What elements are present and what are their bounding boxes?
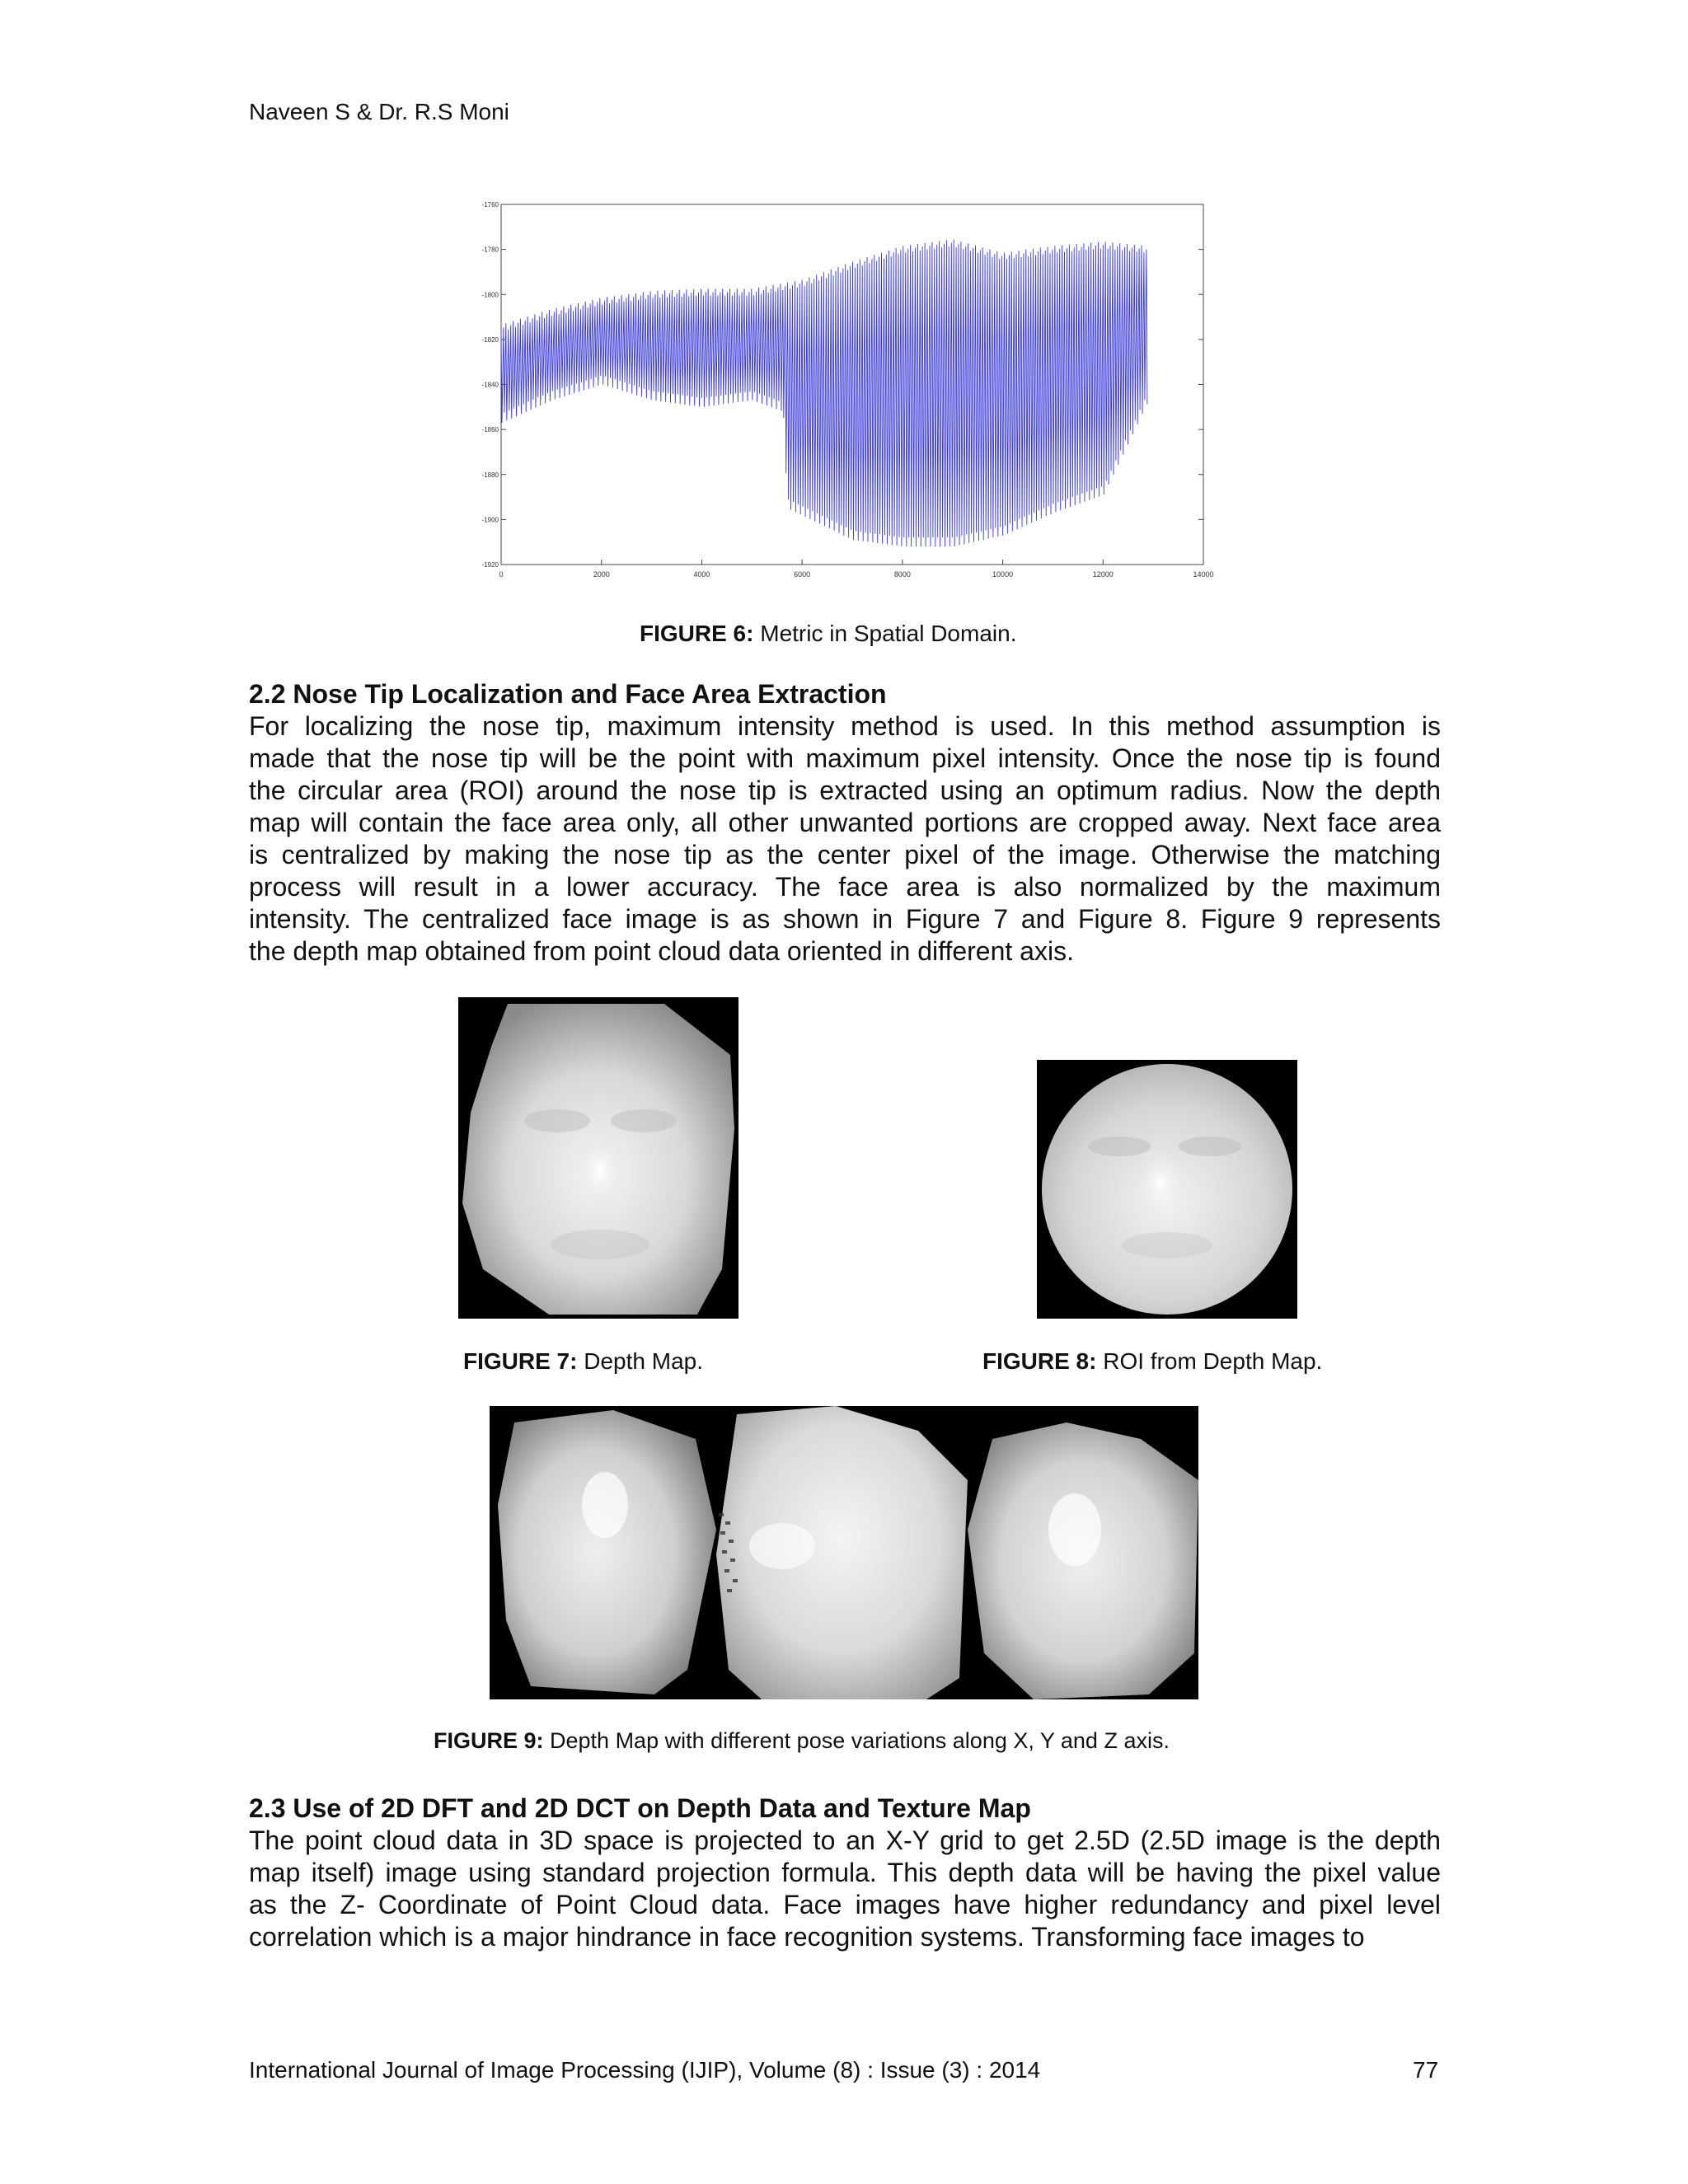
x-tick-label: 12000 [1092, 570, 1114, 579]
figure-9-caption [434, 1728, 1170, 1754]
page-number: 77 [1413, 2057, 1439, 2083]
y-tick-label: -1820 [481, 335, 499, 344]
section-2-2-title: 2.2 Nose Tip Localization and Face Area Extraction [249, 679, 887, 709]
figure-6-caption [640, 621, 1016, 647]
paragraph-line: process will result in a lower accuracy. The face area is also normalized by the maximum [249, 872, 1441, 902]
x-tick-label: 0 [499, 570, 504, 579]
y-tick-label: -1760 [481, 201, 499, 209]
y-tick-label: -1840 [481, 381, 499, 389]
figure-9-pose-variations-image [490, 1406, 1198, 1699]
x-tick-label: 14000 [1193, 570, 1214, 579]
figure-8-roi-image [1037, 1060, 1297, 1319]
y-tick-label: -1800 [481, 291, 499, 299]
x-tick-label: 2000 [593, 570, 610, 579]
y-tick-label: -1860 [481, 426, 499, 434]
paragraph-line: map itself) image using standard projection formula. This depth data will be having the pixel value [249, 1858, 1441, 1887]
section-2-3-paragraph [249, 1825, 1441, 1953]
section-2-3-title: 2.3 Use of 2D DFT and 2D DCT on Depth Data and Texture Map [249, 1793, 1031, 1823]
paragraph-line: is centralized by making the nose tip as the center pixel of the image. Otherwise the matching [249, 840, 1441, 869]
y-tick-label: -1880 [481, 471, 499, 479]
spatial-metric-plot [471, 196, 1220, 583]
figure-8-text: ROI from Depth Map. [1096, 1348, 1323, 1374]
figure-7-caption [463, 1348, 703, 1375]
paragraph-line: The point cloud data in 3D space is projected to an X-Y grid to get 2.5D (2.5D image is the depth [249, 1825, 1441, 1855]
figure-7-label: FIGURE 7: [463, 1348, 578, 1374]
paragraph-line: For localizing the nose tip, maximum intensity method is used. In this method assumption is [249, 711, 1441, 741]
y-tick-label: -1780 [481, 246, 499, 254]
x-tick-label: 8000 [893, 570, 911, 579]
footer-journal: International Journal of Image Processing (IJIP), Volume (8) : Issue (3) : 2014 [249, 2057, 1041, 2083]
x-tick-label: 10000 [992, 570, 1014, 579]
figure-6-chart [471, 196, 1220, 583]
x-tick-label: 4000 [693, 570, 710, 579]
figure-7-depth-map-image [458, 997, 738, 1319]
figure-9-text: Depth Map with different pose variations along X, Y and Z axis. [543, 1728, 1170, 1753]
running-header: Naveen S & Dr. R.S Moni [249, 99, 509, 124]
figure-9-label: FIGURE 9: [434, 1728, 544, 1753]
x-tick-label: 6000 [794, 570, 811, 579]
section-2-2-paragraph [249, 710, 1441, 968]
y-tick-label: -1900 [481, 516, 499, 524]
figure-8-label: FIGURE 8: [982, 1348, 1097, 1374]
figure-8-caption [982, 1348, 1322, 1375]
figure-6-label: FIGURE 6: [640, 621, 754, 646]
paragraph-line: map will contain the face area only, all other unwanted portions are cropped away. Next face area [249, 808, 1441, 837]
paragraph-line: as the Z- Coordinate of Point Cloud data. Face images have higher redundancy and pixel level [249, 1890, 1441, 1919]
paragraph-line: the circular area (ROI) around the nose tip is extracted using an optimum radius. Now the depth [249, 776, 1441, 805]
paragraph-line: intensity. The centralized face image is as shown in Figure 7 and Figure 8. Figure 9 represents [249, 904, 1441, 934]
figure-7-text: Depth Map. [577, 1348, 703, 1374]
paragraph-line: correlation which is a major hindrance in face recognition systems. Transforming face images to [249, 1922, 1365, 1952]
figure-6-text: Metric in Spatial Domain. [753, 621, 1017, 646]
paragraph-line: made that the nose tip will be the point with maximum pixel intensity. Once the nose tip is found [249, 743, 1441, 773]
y-tick-label: -1920 [481, 561, 499, 569]
paragraph-line: the depth map obtained from point cloud data oriented in different axis. [249, 936, 1074, 966]
